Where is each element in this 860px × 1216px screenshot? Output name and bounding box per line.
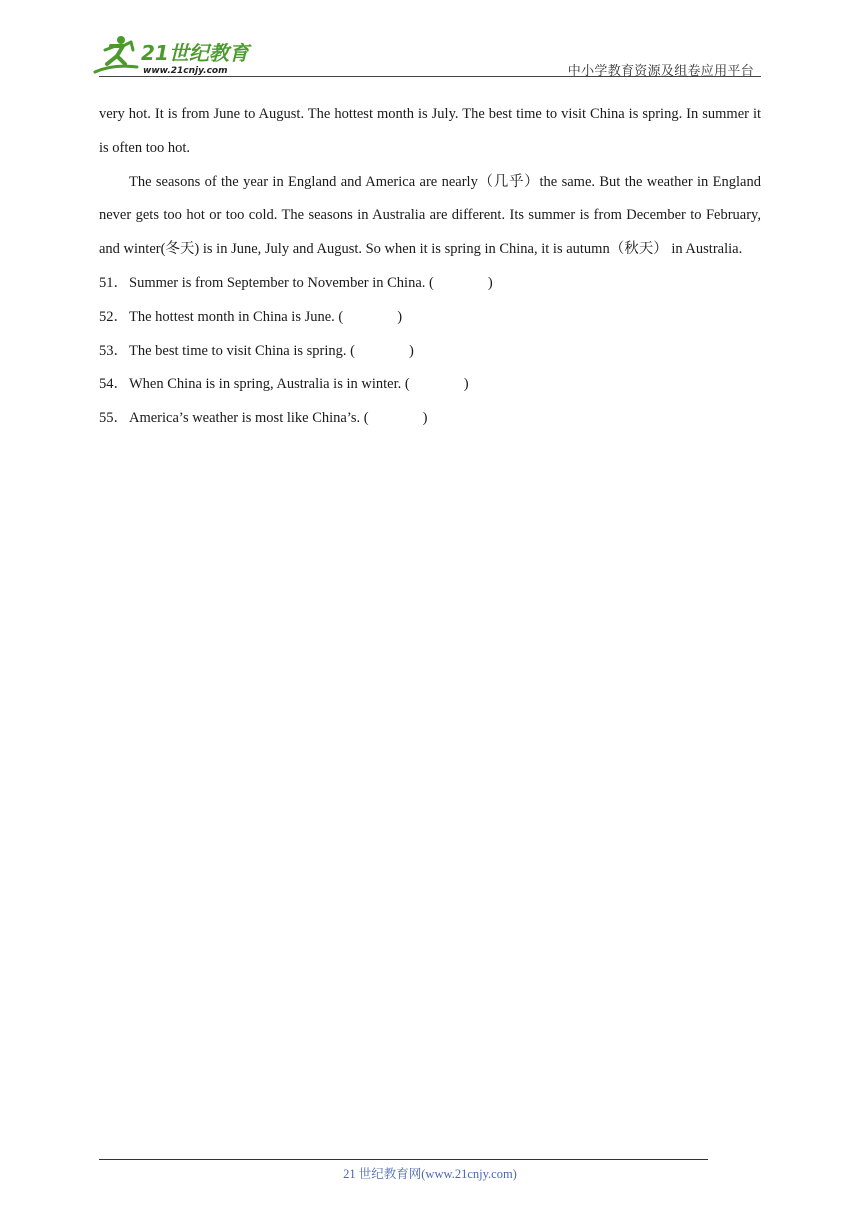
logo-brand-text: 21世纪教育: [141, 41, 249, 65]
question-item: [99, 368, 761, 402]
question-number: 51．: [99, 274, 128, 291]
question-close-paren: ): [408, 342, 414, 359]
question-item: [99, 267, 761, 301]
question-number: 53．: [99, 342, 128, 359]
question-number: 55．: [99, 410, 128, 427]
question-item: [99, 335, 761, 369]
footer-divider: [99, 1159, 708, 1160]
question-text: When China is in spring, Australia is in winter. (: [129, 376, 410, 393]
question-text: The best time to visit China is spring. (: [129, 342, 355, 359]
question-close-paren: ): [397, 308, 403, 325]
header-divider: [99, 76, 761, 77]
question-close-paren: ): [422, 410, 428, 427]
runner-logo-icon: [93, 34, 263, 78]
question-item: [99, 402, 761, 436]
page-header: [0, 0, 860, 80]
question-text: America’s weather is most like China’s. (: [129, 410, 369, 427]
question-number: 52．: [99, 308, 128, 325]
site-logo: [93, 34, 263, 78]
footer-site-link[interactable]: 21 世纪教育网(www.21cnjy.com): [343, 1167, 517, 1181]
question-text: The hottest month in China is June. (: [129, 308, 344, 325]
logo-url-text: www.21cnjy.com: [143, 66, 228, 76]
passage-paragraph-1: very hot. It is from June to August. The hottest month is July. The best time to visit China is spring. In summer it is often too hot.: [99, 106, 761, 156]
question-item: [99, 301, 761, 335]
question-list: [99, 267, 761, 436]
question-text: Summer is from September to November in China. (: [129, 274, 434, 291]
question-number: 54．: [99, 376, 128, 393]
question-close-paren: ): [487, 274, 493, 291]
passage-paragraph-2: The seasons of the year in England and America are nearly（几乎）the same. But the weather in England never gets too hot or too cold. The seasons in Australia are different. Its summer is from December to February, and winter(冬天) is in June, July and August. So when it is spring in China, it is autumn（秋天） in Australia.: [99, 173, 761, 258]
question-close-paren: ): [463, 376, 469, 393]
document-body: [99, 98, 761, 436]
header-tagline: 中小学教育资源及组卷应用平台: [567, 63, 754, 78]
